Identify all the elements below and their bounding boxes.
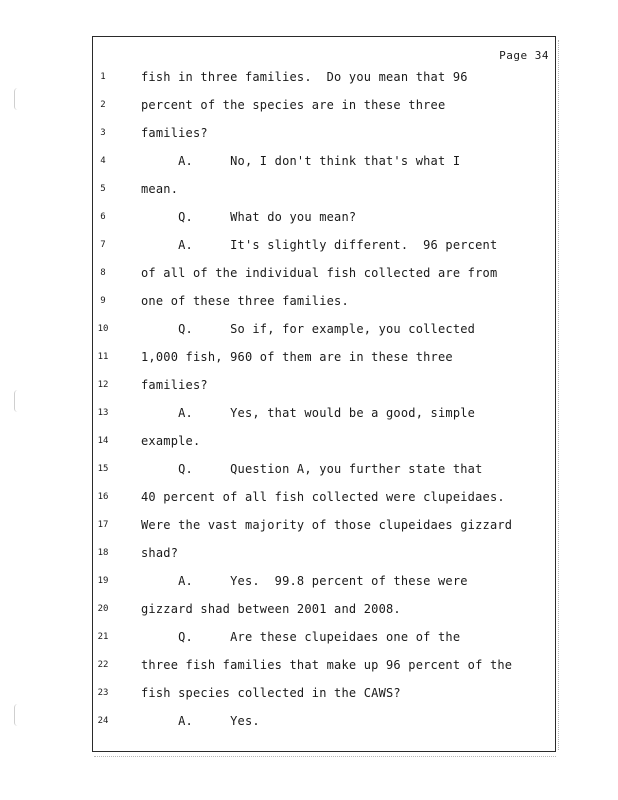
transcript-line [93, 67, 557, 87]
transcript-page [92, 36, 556, 752]
transcript-line [93, 515, 557, 535]
line-text: A. Yes. 99.8 percent of these were [141, 574, 468, 588]
transcript-line [93, 235, 557, 255]
line-text: fish in three families. Do you mean that 96 [141, 70, 468, 84]
line-text: A. No, I don't think that's what I [141, 154, 461, 168]
scan-edge-right [558, 40, 565, 750]
line-text: three fish families that make up 96 percent of the [141, 658, 513, 672]
line-text: Were the vast majority of those clupeidaes gizzard [141, 518, 513, 532]
transcript-line [93, 655, 557, 675]
transcript-line [93, 543, 557, 563]
line-number: 7 [100, 240, 106, 250]
line-number: 20 [97, 604, 109, 614]
transcript-line [93, 375, 557, 395]
line-text: A. Yes, that would be a good, simple [141, 406, 476, 420]
line-number: 1 [100, 72, 106, 82]
punch-mark-top [14, 88, 21, 110]
line-number: 6 [100, 212, 106, 222]
line-text: Q. So if, for example, you collected [141, 322, 476, 336]
line-text: Q. Question A, you further state that [141, 462, 483, 476]
transcript-line [93, 403, 557, 423]
line-text: Q. Are these clupeidaes one of the [141, 630, 461, 644]
page-number: Page 34 [499, 49, 549, 62]
transcript-line [93, 459, 557, 479]
transcript-line [93, 347, 557, 367]
line-number: 24 [97, 716, 109, 726]
line-text: example. [141, 434, 201, 448]
line-text: of all of the individual fish collected are from [141, 266, 498, 280]
transcript-line [93, 95, 557, 115]
transcript-line [93, 179, 557, 199]
transcript-line [93, 627, 557, 647]
line-text: 40 percent of all fish collected were clupeidaes. [141, 490, 505, 504]
line-number: 2 [100, 100, 106, 110]
transcript-line [93, 683, 557, 703]
line-number: 13 [97, 408, 109, 418]
line-text: A. Yes. [141, 714, 260, 728]
line-number: 16 [97, 492, 109, 502]
line-text: mean. [141, 182, 179, 196]
transcript-line [93, 599, 557, 619]
line-number: 19 [97, 576, 109, 586]
line-number: 21 [97, 632, 109, 642]
line-number: 10 [97, 324, 109, 334]
transcript-line [93, 711, 557, 731]
transcript-line [93, 571, 557, 591]
line-text: 1,000 fish, 960 of them are in these three [141, 350, 453, 364]
line-text: families? [141, 126, 208, 140]
line-number: 14 [97, 436, 109, 446]
line-number: 9 [100, 296, 106, 306]
line-text: families? [141, 378, 208, 392]
line-number: 12 [97, 380, 109, 390]
line-text: Q. What do you mean? [141, 210, 357, 224]
line-number: 15 [97, 464, 109, 474]
punch-mark-middle [14, 390, 21, 412]
transcript-line [93, 207, 557, 227]
scan-edge-bottom [94, 756, 556, 761]
line-number: 23 [97, 688, 109, 698]
transcript-line [93, 151, 557, 171]
line-text: A. It's slightly different. 96 percent [141, 238, 498, 252]
line-text: percent of the species are in these three [141, 98, 446, 112]
transcript-line [93, 431, 557, 451]
line-number: 17 [97, 520, 109, 530]
line-text: gizzard shad between 2001 and 2008. [141, 602, 401, 616]
line-number: 22 [97, 660, 109, 670]
transcript-line [93, 319, 557, 339]
line-text: shad? [141, 546, 179, 560]
line-number: 5 [100, 184, 106, 194]
line-number: 18 [97, 548, 109, 558]
transcript-line [93, 487, 557, 507]
punch-mark-bottom [14, 704, 21, 726]
line-number: 11 [97, 352, 109, 362]
transcript-line [93, 123, 557, 143]
transcript-line [93, 263, 557, 283]
transcript-line [93, 291, 557, 311]
line-number: 8 [100, 268, 106, 278]
line-number: 3 [100, 128, 106, 138]
line-text: fish species collected in the CAWS? [141, 686, 401, 700]
line-text: one of these three families. [141, 294, 349, 308]
line-number: 4 [100, 156, 106, 166]
